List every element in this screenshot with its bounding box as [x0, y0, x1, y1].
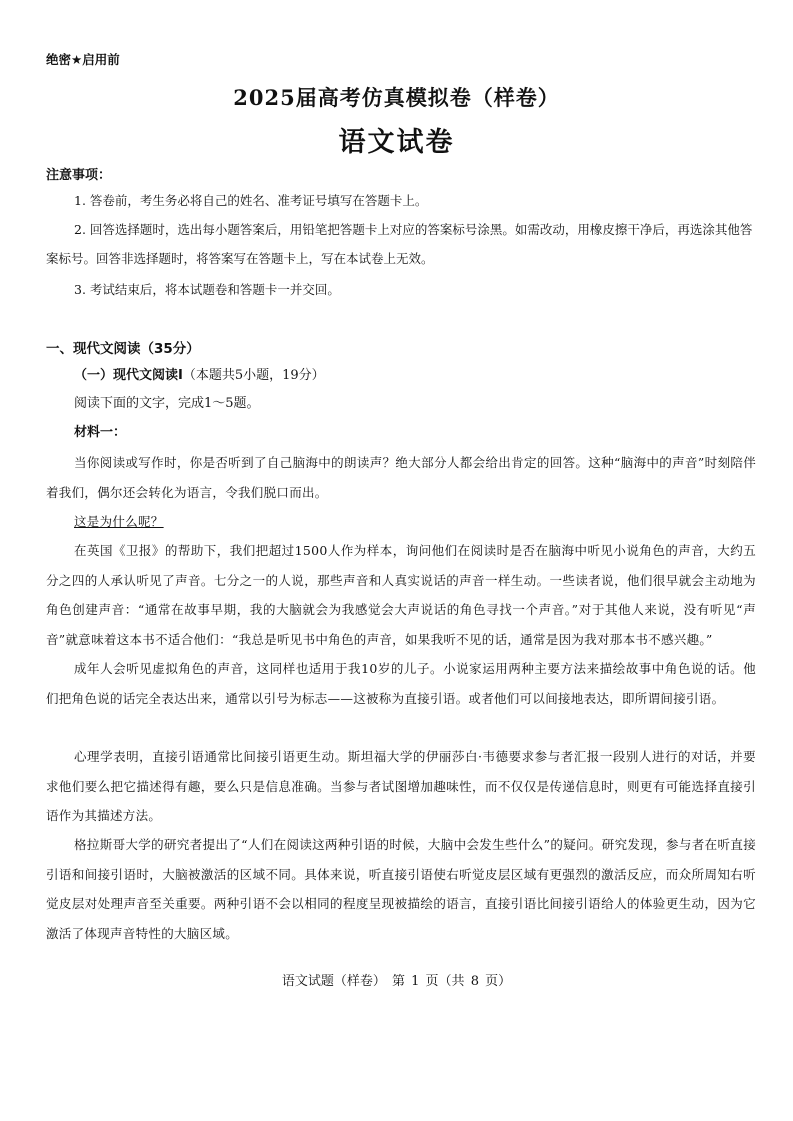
subsection-heading [74, 364, 325, 383]
exam-subject-title: 语文试卷 [338, 127, 455, 158]
reading-instruction: 阅读下面的文字，完成1～5题。 [74, 396, 260, 411]
paragraph: 心理学表明，直接引语通常比间接引语更生动。斯坦福大学的伊丽莎白·韦德要求参与者汇报一段别人进行的对话，并要求他们要么把它描述得有趣，要么只是信息准确。当参与者试图增加趣味性，而不仅仅是传递信息时，则更有可能选择直接引语作为其描述方法。 [46, 749, 756, 823]
confidential-label: 绝密★启用前 [46, 52, 120, 67]
notice-item-2: 2. 回答选择题时，选出每小题答案后，用铅笔把答题卡上对应的答案标号涂黑。如需改动，用橡皮擦干净后，再选涂其他答案标号。回答非选择题时，将答案写在答题卡上，写在本试卷上无效。 [46, 222, 753, 266]
material-label: 材料一： [74, 425, 127, 440]
exam-title: 2025届高考仿真模拟卷（样卷） [233, 85, 560, 110]
section-heading: 一、现代文阅读（35分） [46, 341, 200, 357]
subsection-title: （一）现代文阅读Ⅰ [74, 368, 183, 383]
paragraph [46, 507, 756, 537]
paragraph: 格拉斯哥大学的研究者提出了“人们在阅读这两种引语的时候，大脑中会发生些什么”的疑问。研究发现，参与者在听直接引语和间接引语时，大脑被激活的区域不同。具体来说，听直接引语使右听觉皮层区域有更强烈的激活反应，而众所周知右听觉皮层对处理声音至关重要。两种引语不会以相同的程度呈现被描绘的语言，直接引语比间接引语给人的体验更生动，因为它激活了体现声音特性的大脑区域。 [46, 837, 756, 941]
paragraph: 当你阅读或写作时，你是否听到了自己脑海中的朗读声？绝大部分人都会给出肯定的回答。这种“脑海中的声音”时刻陪伴着我们，偶尔还会转化为语言，令我们脱口而出。 [46, 455, 756, 500]
notice-item-1: 1. 答卷前，考生务必将自己的姓名、准考证号填写在答题卡上。 [74, 193, 428, 208]
notice-item-3: 3. 考试结束后，将本试题卷和答题卡一并交回。 [74, 282, 340, 297]
notice-heading: 注意事项： [46, 168, 112, 183]
paragraph: 在英国《卫报》的帮助下，我们把超过1500人作为样本，询问他们在阅读时是否在脑海中听见小说角色的声音，大约五分之四的人承认听见了声音。七分之一的人说，那些声音和人真实说话的声音一样生动。一些读者说，他们很早就会主动地为角色创建声音：“通常在故事早期，我的大脑就会为我感觉会大声说话的角色寻找一个声音。”对于其他人来说，没有听见“声音”就意味着这本书不适合他们：“我总是听见书中角色的声音，如果我听不见的话，通常是因为我对那本书不感兴趣。” [46, 543, 756, 647]
underlined-question: 这是为什么呢？ [74, 514, 164, 529]
paragraph: 成年人会听见虚拟角色的声音，这同样也适用于我10岁的儿子。小说家运用两种主要方法来描绘故事中角色说的话。他们把角色说的话完全表达出来，通常以引号为标志——这被称为直接引语。或者他们可以间接地表达，即所谓间接引语。 [46, 661, 756, 706]
subsection-note: （本题共5小题，19分） [182, 368, 325, 383]
page-footer: 语文试题（样卷） 第 1 页（共 8 页） [281, 974, 512, 989]
